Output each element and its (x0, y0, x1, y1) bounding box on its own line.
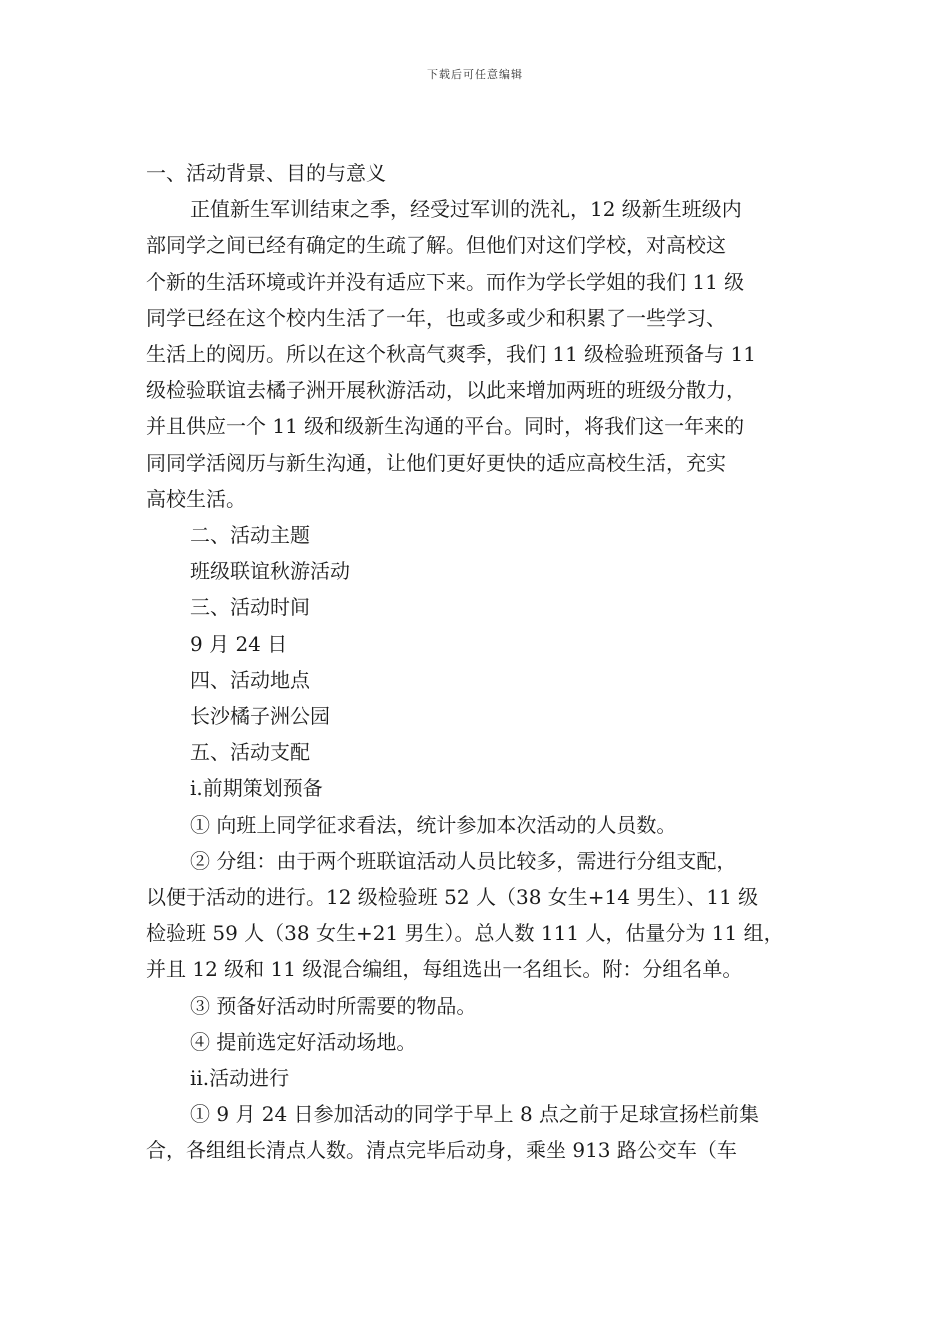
paragraph-line: 同学已经在这个校内生活了一年，也或多或少和积累了一些学习、 (146, 305, 726, 330)
location-text: 长沙橘子洲公园 (190, 704, 330, 729)
section-heading-background: 一、活动背景、目的与意义 (146, 161, 386, 185)
list-item: ① 向班上同学征求看法，统计参加本次活动的人员数。 (190, 812, 677, 837)
time-text: 9 月 24 日 (190, 631, 288, 656)
paragraph-line: 个新的生活环境或许并没有适应下来。而作为学长学姐的我们 11 级 (146, 269, 745, 294)
paragraph-line: 级检验联谊去橘子洲开展秋游活动，以此来增加两班的班级分散力， (146, 378, 746, 403)
paragraph-line: 部同学之间已经有确定的生疏了解。但他们对这们学校，对高校这 (146, 233, 726, 258)
paragraph-line: 以便于活动的进行。12 级检验班 52 人（38 女生+14 男生）、11 级 (146, 885, 759, 910)
section-heading-time: 三、活动时间 (190, 595, 310, 620)
paragraph-line: 并且 12 级和 11 级混合编组，每组选出一名组长。附：分组名单。 (146, 957, 743, 982)
theme-text: 班级联谊秋游活动 (190, 559, 350, 584)
paragraph-line: 生活上的阅历。所以在这个秋高气爽季，我们 11 级检验班预备与 11 (146, 342, 756, 367)
list-item: ④ 提前选定好活动场地。 (190, 1029, 417, 1054)
section-heading-location: 四、活动地点 (190, 667, 310, 692)
paragraph-line: 同同学活阅历与新生沟通，让他们更好更快的适应高校生活，充实 (146, 450, 726, 475)
paragraph-line: 检验班 59 人（38 女生+21 男生）。总人数 111 人，估量分为 11 组， (146, 921, 784, 946)
subsection-heading-planning: ⅰ.前期策划预备 (190, 776, 323, 801)
paragraph-line: 高校生活。 (146, 486, 246, 511)
paragraph-line: 正值新生军训结束之季，经受过军训的洗礼，12 级新生班级内 (190, 197, 742, 222)
section-heading-arrangement: 五、活动支配 (190, 740, 310, 765)
subsection-heading-progress: ⅱ.活动进行 (190, 1066, 290, 1091)
paragraph-line: 并且供应一个 11 级和级新生沟通的平台。同时，将我们这一年来的 (146, 414, 745, 439)
list-item: ① 9 月 24 日参加活动的同学于早上 8 点之前于足球宣扬栏前集 (190, 1102, 760, 1127)
document-body (146, 155, 816, 1169)
header-note: 下载后可任意编辑 (427, 68, 523, 81)
section-heading-theme: 二、活动主题 (190, 523, 310, 548)
paragraph-line: 合，各组组长清点人数。清点完毕后动身，乘坐 913 路公交车（车 (146, 1138, 737, 1163)
list-item: ③ 预备好活动时所需要的物品。 (190, 993, 477, 1018)
list-item: ② 分组：由于两个班联谊活动人员比较多，需进行分组支配， (190, 848, 737, 873)
